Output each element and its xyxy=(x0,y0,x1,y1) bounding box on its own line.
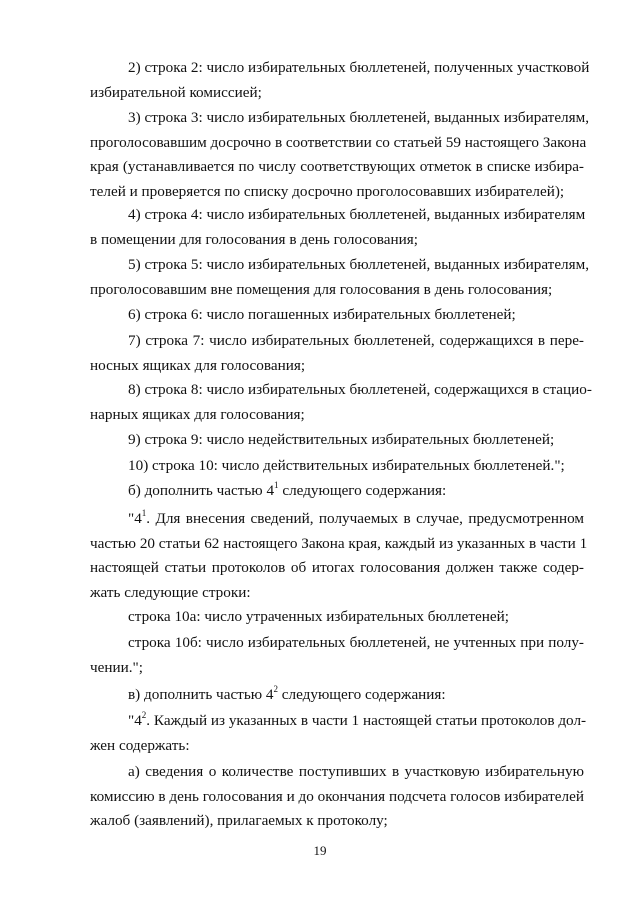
text-line: 7) строка 7: число избирательных бюллетеней, содержащихся в пере- xyxy=(128,332,584,349)
text-line: комиссию в день голосования и до окончания подсчета голосов избирателей xyxy=(90,787,584,805)
superscript: 1 xyxy=(274,479,279,490)
text-line: 9) строка 9: число недействительных избирательных бюллетеней; xyxy=(128,431,555,448)
superscript: 2 xyxy=(141,709,147,720)
text-line: проголосовавшим досрочно в соответствии со статьей 59 настоящего Закона xyxy=(90,133,587,151)
text-line: 6) строка 6: число погашенных избирательных бюллетеней; xyxy=(128,306,516,323)
text-line: проголосовавшим вне помещения для голосования в день голосования; xyxy=(90,280,553,298)
text-line: нарных ящиках для голосования; xyxy=(90,405,305,423)
text-line: жалоб (заявлений), прилагаемых к протоколу; xyxy=(90,812,388,830)
paragraph-line-4 xyxy=(90,203,584,252)
text-line: жен содержать: xyxy=(90,736,190,754)
paragraph-part-4-1 xyxy=(90,507,588,605)
text-line: в) дополнить частью $4^2$ следующего содержания: xyxy=(128,683,446,703)
paragraph-line-2 xyxy=(90,56,590,105)
text-line: 4) строка 4: число избирательных бюллетеней, выданных избирателям xyxy=(128,206,586,223)
superscript: 1 xyxy=(141,507,147,518)
paragraph-line-9 xyxy=(90,428,584,453)
paragraph-line-3 xyxy=(90,106,590,204)
paragraph-item-a xyxy=(90,760,584,834)
text-line: в помещении для голосования в день голосования; xyxy=(90,230,418,248)
text-line: носных ящиках для голосования; xyxy=(90,356,306,374)
text-line: 5) строка 5: число избирательных бюллетеней, выданных избирателям, xyxy=(128,256,590,273)
text-line: а) сведения о количестве поступивших в участковую избирательную xyxy=(128,763,584,780)
paragraph-part-4-2-intro xyxy=(90,683,584,708)
page-number: 19 xyxy=(313,843,327,858)
text-line: края (устанавливается по числу соответствующих отметок в списке избира- xyxy=(90,158,584,176)
text-line: 8) строка 8: число избирательных бюллетеней, содержащихся в стацио- xyxy=(128,381,592,398)
text-line: строка 10б: число избирательных бюллетеней, не учтенных при полу- xyxy=(128,634,584,651)
text-line: чении."; xyxy=(90,658,143,676)
text-line: "$4^2$. Каждый из указанных в части 1 настоящей статьи протоколов дол- xyxy=(128,709,587,729)
paragraph-line-8 xyxy=(90,378,592,427)
text-line: 10) строка 10: число действительных избирательных бюллетеней."; xyxy=(128,457,565,474)
text-line: частью 20 статьи 62 настоящего Закона края, каждый из указанных в части 1 xyxy=(90,534,588,552)
paragraph-part-4-1-intro xyxy=(90,479,584,504)
paragraph-line-10 xyxy=(90,454,584,479)
superscript: 2 xyxy=(273,683,278,694)
text-line: избирательной комиссией; xyxy=(90,83,262,101)
text-line: настоящей статьи протоколов об итогах голосования должен также содер- xyxy=(90,559,584,577)
text-line: жать следующие строки: xyxy=(90,583,251,601)
text-line: телей и проверяется по списку досрочно проголосовавших избирателей); xyxy=(90,182,565,200)
paragraph-part-4-2 xyxy=(90,709,587,758)
text-line: "$4^1$. Для внесения сведений, получаемых в случае, предусмотренном xyxy=(128,507,584,527)
paragraph-line-10b xyxy=(90,631,584,680)
text-line: 2) строка 2: число избирательных бюллетеней, полученных участковой xyxy=(128,59,590,76)
text-line: б) дополнить частью $4^1$ следующего содержания: xyxy=(128,479,447,499)
text-line: 3) строка 3: число избирательных бюллетеней, выданных избирателям, xyxy=(128,109,590,126)
paragraph-line-10a xyxy=(90,605,584,630)
paragraph-line-5 xyxy=(90,253,590,302)
paragraph-line-6 xyxy=(90,303,584,328)
text-line: строка 10а: число утраченных избирательных бюллетеней; xyxy=(128,608,509,625)
paragraph-line-7 xyxy=(90,329,584,378)
